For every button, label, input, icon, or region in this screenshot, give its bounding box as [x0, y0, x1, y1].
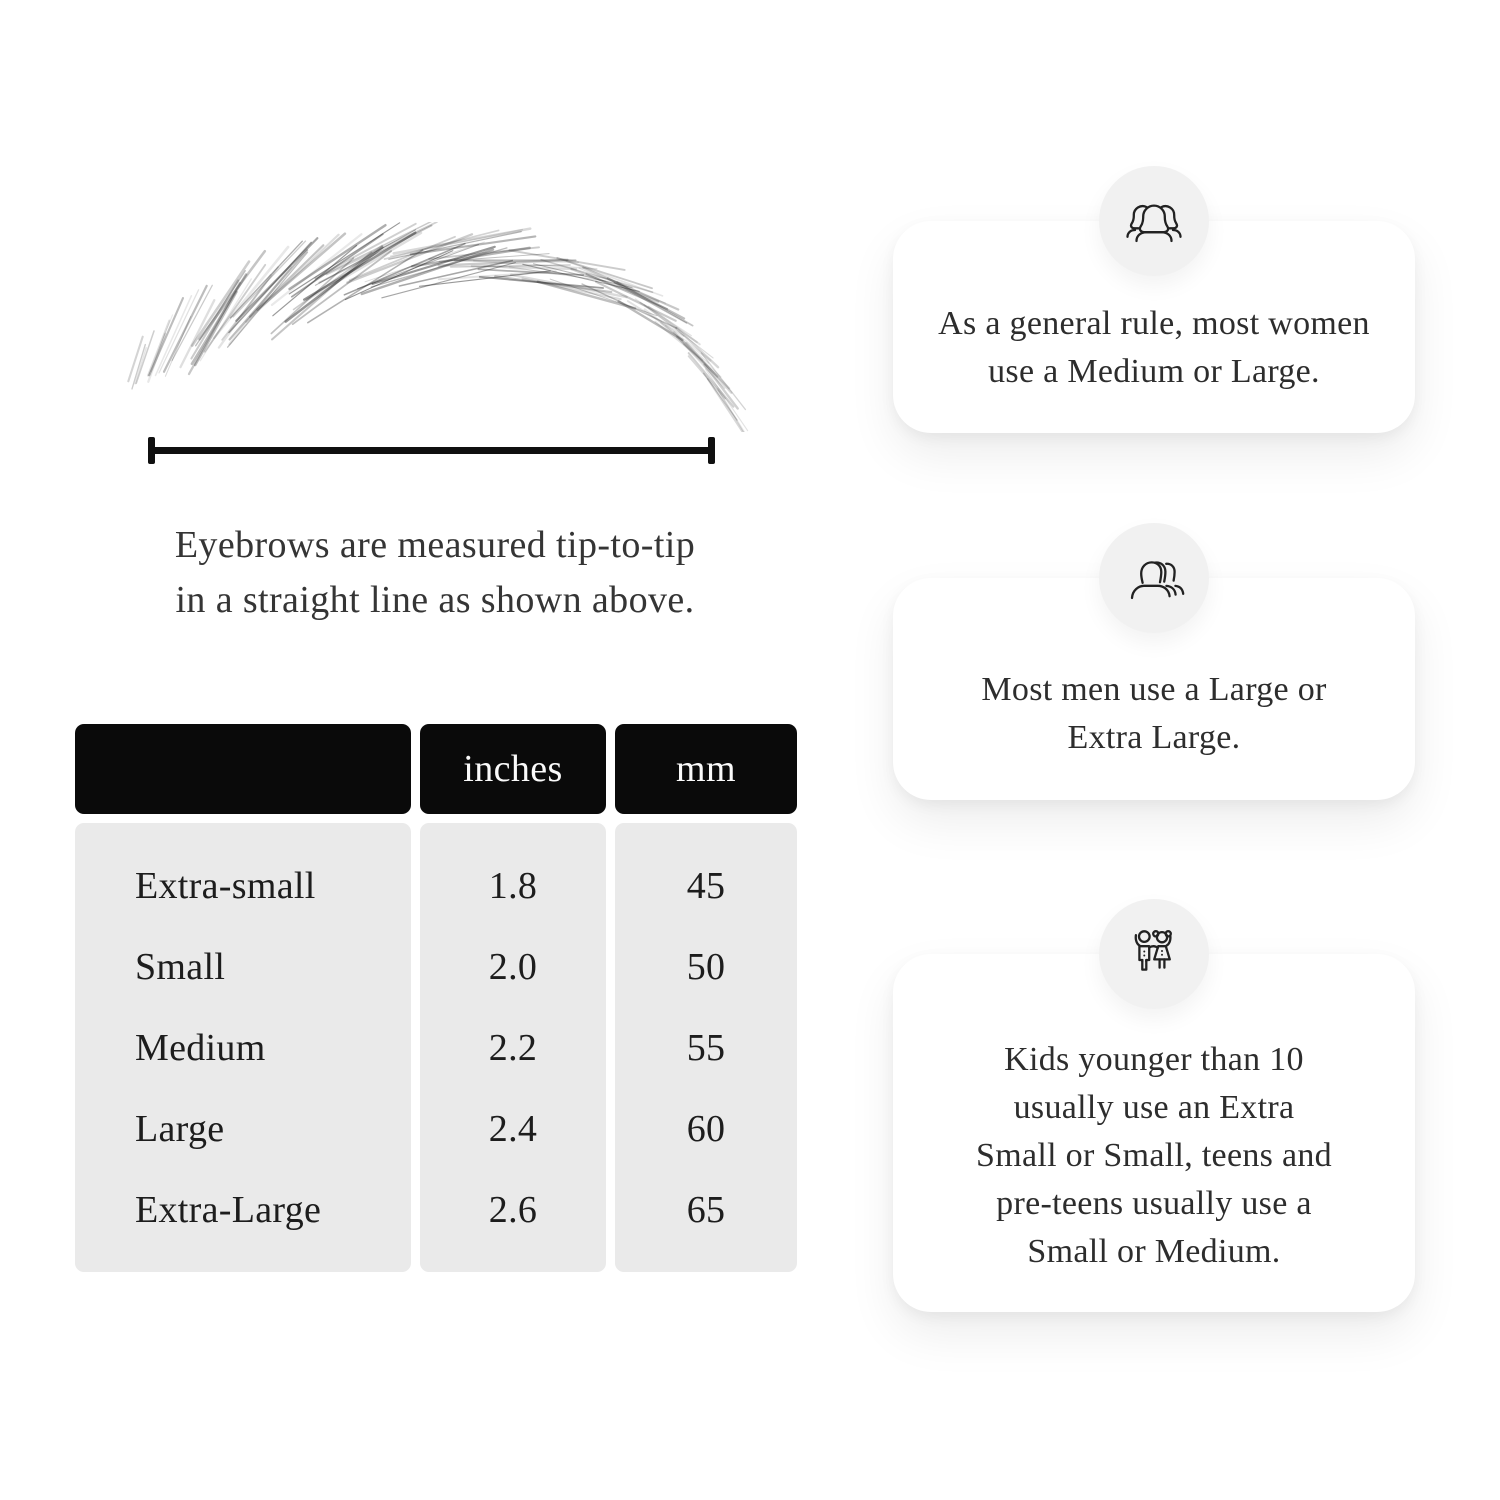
kids-tip-card: [893, 954, 1415, 1312]
kids-tip-line-5: Small or Medium.: [1027, 1233, 1281, 1270]
header-cell-mm: mm: [615, 724, 797, 814]
women-tip-text: [938, 300, 1370, 396]
table-row-label: Extra-small: [135, 864, 316, 907]
mm-value: 65: [686, 1188, 726, 1231]
table-row-label: Extra-Large: [135, 1188, 322, 1231]
size-table-body: [75, 823, 797, 1272]
kids-tip-text: [976, 1036, 1332, 1276]
caption-line-2: in a straight line as shown above.: [175, 579, 695, 621]
mm-value: 45: [686, 864, 726, 907]
men-tip-card: [893, 578, 1415, 800]
women-tip-line-2: use a Medium or Large.: [988, 353, 1320, 390]
kids-tip-line-2: usually use an Extra: [1013, 1089, 1295, 1126]
caption-line-1: Eyebrows are measured tip-to-tip: [174, 524, 696, 566]
men-tip-line-2: Extra Large.: [1067, 719, 1241, 756]
measurement-caption: [70, 518, 800, 628]
measurement-line: [151, 447, 715, 454]
men-tip-text: [981, 666, 1326, 762]
size-table-header-row: [75, 724, 797, 814]
inches-value: 2.4: [488, 1107, 538, 1150]
mm-value: 55: [686, 1026, 726, 1069]
mm-value: 60: [686, 1107, 726, 1150]
kids-tip-line-4: pre-teens usually use a: [996, 1185, 1312, 1222]
women-icon-badge: [1099, 166, 1209, 276]
men-group-icon: [1122, 552, 1186, 604]
mm-value: 50: [686, 945, 726, 988]
table-row-label: Large: [135, 1107, 225, 1150]
size-table: [75, 724, 797, 1272]
header-cell-inches: inches: [420, 724, 606, 814]
table-row-label: Medium: [135, 1026, 266, 1069]
women-tip-line-1: As a general rule, most women: [938, 305, 1370, 342]
men-icon-badge: [1099, 523, 1209, 633]
mm-column: [615, 823, 797, 1272]
eyebrow-illustration: [105, 222, 750, 432]
inches-value: 2.0: [488, 945, 538, 988]
table-row-label: Small: [135, 945, 226, 988]
header-cell-size: [75, 724, 411, 814]
women-group-icon: [1122, 195, 1186, 247]
measure-tick-right: [708, 437, 715, 464]
kids-tip-line-3: Small or Small, teens and: [976, 1137, 1332, 1174]
inches-column: [420, 823, 606, 1272]
inches-value: 2.6: [488, 1188, 538, 1231]
kids-icon: [1122, 925, 1186, 983]
size-label-column: [75, 823, 411, 1272]
inches-value: 2.2: [488, 1026, 538, 1069]
inches-value: 1.8: [488, 864, 538, 907]
women-tip-card: [893, 221, 1415, 433]
kids-icon-badge: [1099, 899, 1209, 1009]
men-tip-line-1: Most men use a Large or: [981, 671, 1327, 708]
kids-tip-line-1: Kids younger than 10: [1004, 1041, 1304, 1078]
